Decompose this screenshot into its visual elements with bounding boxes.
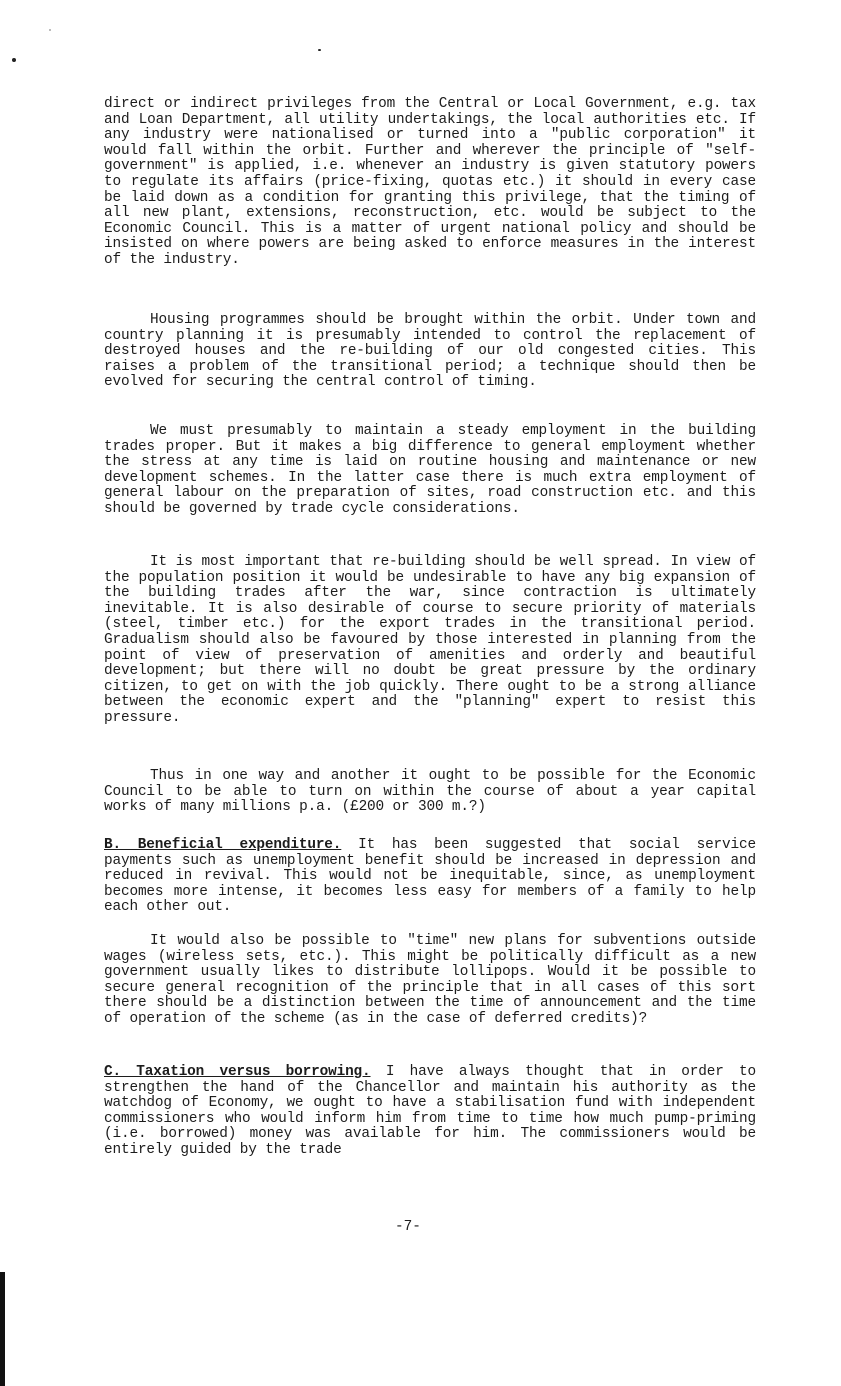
- paragraph-5: [104, 769, 756, 816]
- paragraph-7: [104, 934, 756, 1028]
- paragraph-text: It is most important that re-building should be well spread. In view of the population position it would be undesirable to have any big expansion of the building trades after the war, since contraction is ultimately inevitable. It is also desirable of course to secure priority of materials (steel, timber etc.) for the export trades in the transitional period. Gradualism should also be favoured by those interested in planning from the point of view of preservation of amenities and orderly and beautiful development; but there will no doubt be great pressure by the ordinary citizen, to get on with the job quickly. There ought to be a strong alliance between the economic expert and the "planning" expert to resist this pressure.: [104, 554, 756, 726]
- paragraph-text: It has been suggested that social service payments such as unemployment benefit should be increased in depression and reduced in revival. This would not be inequitable, since, as unemployment becomes more intense, it becomes less easy for members of a family to help each other out.: [104, 837, 756, 916]
- paragraph-6: [104, 838, 756, 916]
- paragraph-text: Housing programmes should be brought within the orbit. Under town and country planning it is presumably intended to control the replacement of destroyed houses and the re-building of our old congested cities. This raises a problem of the transitional period; a technique should then be evolved for securing the central control of timing.: [104, 312, 756, 391]
- paragraph-text: direct or indirect privileges from the Central or Local Government, e.g. tax and Loan Department, all utility undertakings, the local authorities etc. If any industry were nationalised or turned into a "public corporation" it would fall within the orbit. Further and wherever the principle of "self-government" is applied, i.e. whenever an industry is given statutory powers to regulate its affairs (price-fixing, quotas etc.) it should in every case be laid down as a condition for granting this privilege, that the timing of all new plant, extensions, reconstruction, etc. would be subject to the Economic Council. This is a matter of urgent national policy and should be insisted on where powers are being asked to enforce measures in the interest of the industry.: [104, 96, 756, 268]
- scan-speck: [318, 49, 321, 51]
- paragraph-3: [104, 424, 756, 518]
- scan-edge-mark: [0, 1272, 5, 1386]
- paragraph-2: [104, 313, 756, 391]
- page-number: -7-: [395, 1219, 421, 1235]
- section-heading-c: C. Taxation versus borrowing.: [104, 1064, 371, 1080]
- paragraph-4: [104, 555, 756, 727]
- section-heading-b: B. Beneficial expenditure.: [104, 837, 342, 853]
- paragraph-text: I have always thought that in order to strengthen the hand of the Chancellor and maintain his authority as the watchdog of Economy, we ought to have a stabilisation fund with independent commissioners who would inform him from time to time how much pump-priming (i.e. borrowed) money was available for him. The commissioners would be entirely guided by the trade: [104, 1064, 756, 1158]
- scan-speck: [12, 58, 16, 62]
- paragraph-text: It would also be possible to "time" new plans for subventions outside wages (wireless sets, etc.). This might be politically difficult as a new government usually likes to distribute lollipops. Would it be possible to secure general recognition of the principle that in all cases of this sort there should be a distinction between the time of announcement and the time of operation of the scheme (as in the case of deferred credits)?: [104, 933, 756, 1027]
- scan-speck: [49, 29, 51, 31]
- paragraph-8: [104, 1065, 756, 1159]
- paragraph-text: Thus in one way and another it ought to be possible for the Economic Council to be able to turn on within the course of about a year capital works of many millions p.a. (£200 or 300 m.?): [104, 768, 756, 816]
- paragraph-1: [104, 97, 756, 269]
- paragraph-text: We must presumably to maintain a steady employment in the building trades proper. But it makes a big difference to general employment whether the stress at any time is laid on routine housing and maintenance or new development schemes. In the latter case there is much extra employment of general labour on the preparation of sites, road construction etc. and this should be governed by trade cycle considerations.: [104, 423, 756, 517]
